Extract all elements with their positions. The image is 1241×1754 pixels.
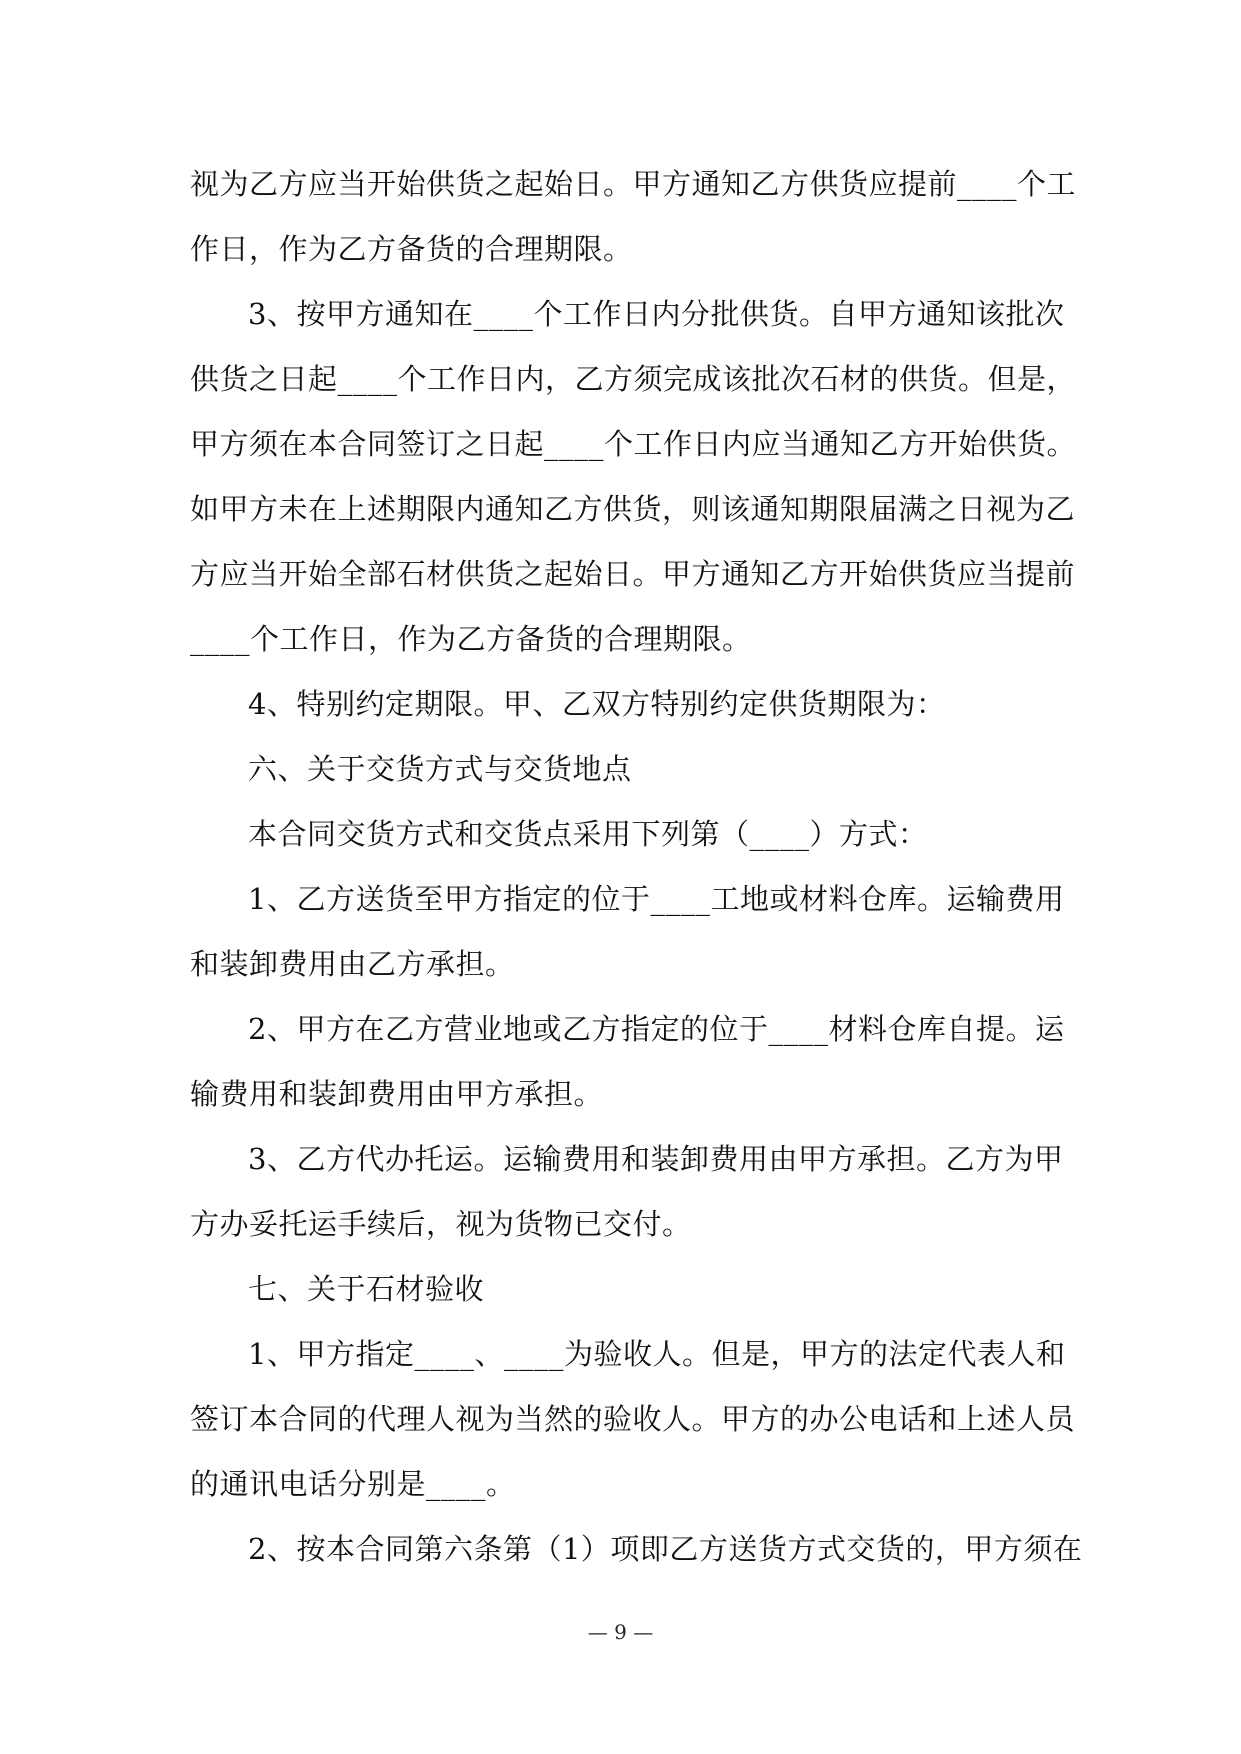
text-line: 视为乙方应当开始供货之起始日。甲方通知乙方供货应提前____个工 — [190, 167, 1077, 201]
text-line: 签订本合同的代理人视为当然的验收人。甲方的办公电话和上述人员 — [190, 1402, 1076, 1436]
text-line: 输费用和装卸费用由甲方承担。 — [190, 1077, 604, 1111]
text-line: 1、甲方指定____、____为验收人。但是，甲方的法定代表人和 — [248, 1337, 1066, 1371]
section-heading: 七、关于石材验收 — [248, 1272, 485, 1306]
text-line: 和装卸费用由乙方承担。 — [190, 947, 515, 981]
text-line: 如甲方未在上述期限内通知乙方供货，则该通知期限届满之日视为乙 — [190, 492, 1076, 526]
text-line: 方应当开始全部石材供货之起始日。甲方通知乙方开始供货应当提前 — [190, 557, 1076, 591]
text-line: 方办妥托运手续后，视为货物已交付。 — [190, 1207, 692, 1241]
text-line: 1、乙方送货至甲方指定的位于____工地或材料仓库。运输费用 — [248, 882, 1065, 916]
text-line: 3、乙方代办托运。运输费用和装卸费用由甲方承担。乙方为甲 — [248, 1142, 1064, 1176]
document-body — [190, 152, 1083, 1582]
text-line: 供货之日起____个工作日内，乙方须完成该批次石材的供货。但是， — [190, 362, 1077, 396]
text-line: 3、按甲方通知在____个工作日内分批供货。自甲方通知该批次 — [248, 297, 1065, 331]
text-line: 4、特别约定期限。甲、乙双方特别约定供货期限为： — [248, 687, 946, 721]
page-number: — 9 — — [587, 1620, 654, 1644]
text-line: 2、按本合同第六条第（1）项即乙方送货方式交货的，甲方须在 — [248, 1532, 1083, 1566]
section-heading: 六、关于交货方式与交货地点 — [248, 752, 632, 786]
text-line: ____个工作日，作为乙方备货的合理期限。 — [190, 622, 752, 656]
text-line: 的通讯电话分别是____。 — [190, 1467, 516, 1501]
text-line: 甲方须在本合同签订之日起____个工作日内应当通知乙方开始供货。 — [190, 427, 1077, 461]
text-line: 本合同交货方式和交货点采用下列第（____）方式： — [248, 817, 928, 851]
text-line: 作日，作为乙方备货的合理期限。 — [190, 232, 633, 266]
text-line: 2、甲方在乙方营业地或乙方指定的位于____材料仓库自提。运 — [248, 1012, 1065, 1046]
